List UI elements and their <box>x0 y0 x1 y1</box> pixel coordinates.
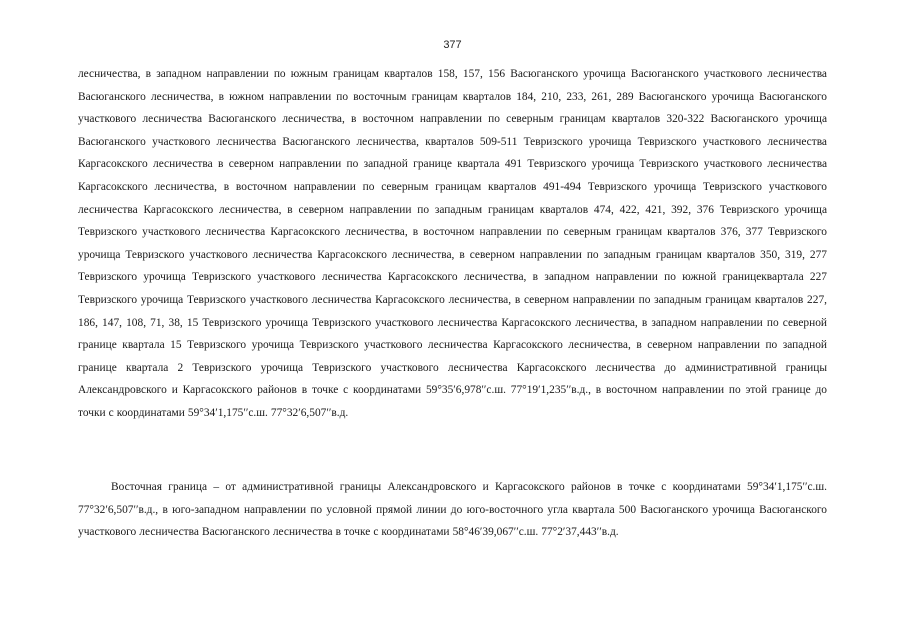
document-paragraph-2 <box>78 476 827 544</box>
paragraph-text: лесничества, в западном направлении по южным границам кварталов 158, 157, 156 Васюганского урочища Васюганского участкового лесничества Васюганского лесничества, в южном направлении по восточным границам кварталов 184, 210, 233, 261, 289 Васюганского урочища Васюганского участкового лесничества Васюганского лесничества, в восточном направлении по северным границам кварталов 320-322 Васюганского урочища Васюганского участкового лесничества Васюганского лесничества, кварталов 509-511 Тевризского урочища Тевризского участкового лесничества Каргасокского лесничества в северном направлении по западной границе квартала 491 Тевризского урочища Тевризского участкового лесничества Каргасокского лесничества, в восточном направлении по северным границам кварталов 491-494 Тевризского урочища Тевризского участкового лесничества Каргасокского лесничества, в северном направлении по западным границам кварталов 474, 422, 421, 392, 376 Тевризского урочища Тевризского участкового лесничества Каргасокского лесничества, в восточном направлении по северным границам кварталов 376, 377 Тевризского урочища Тевризского участкового лесничества Каргасокского лесничества, в северном направлении по западным границам кварталов 350, 319, 277 Тевризского урочища Тевризского участкового лесничества Каргасокского лесничества, в западном направлении по южной границеквартала 227 Тевризского урочища Тевризского участкового лесничества Каргасокского лесничества, в северном направлении по западным границам кварталов 227, 186, 147, 108, 71, 38, 15 Тевризского урочища Тевризского участкового лесничества Каргасокского лесничества, в западном направлении по северной границе квартала 15 Тевризского урочища Тевризского участкового лесничества Каргасокского лесничества, в северном направлении по западной границе квартала 2 Тевризского урочища Тевризского участкового лесничества Каргасокского лесничества до административной границы Александровского и Каргасокского районов в точке с координатами 59°35′6,978′′с.ш. 77°19′1,235′′в.д., в восточном направлении по этой границе до точки с координатами 59°34′1,175′′с.ш. 77°32′6,507′′в.д. <box>78 68 827 419</box>
page-number: 377 <box>443 39 462 51</box>
document-paragraph-1 <box>78 63 827 425</box>
paragraph-text: Восточная граница – от административной границы Александровского и Каргасокского районов в точке с координатами 59°34′1,175′′с.ш. 77°32′6,507′′в.д., в юго-западном направлении по условной прямой линии до юго-восточного угла квартала 500 Васюганского урочища Васюганского участкового лесничества Васюганского лесничества в точке с координатами 58°46′39,067′′с.ш. 77°2′37,443′′в.д. <box>78 481 827 539</box>
